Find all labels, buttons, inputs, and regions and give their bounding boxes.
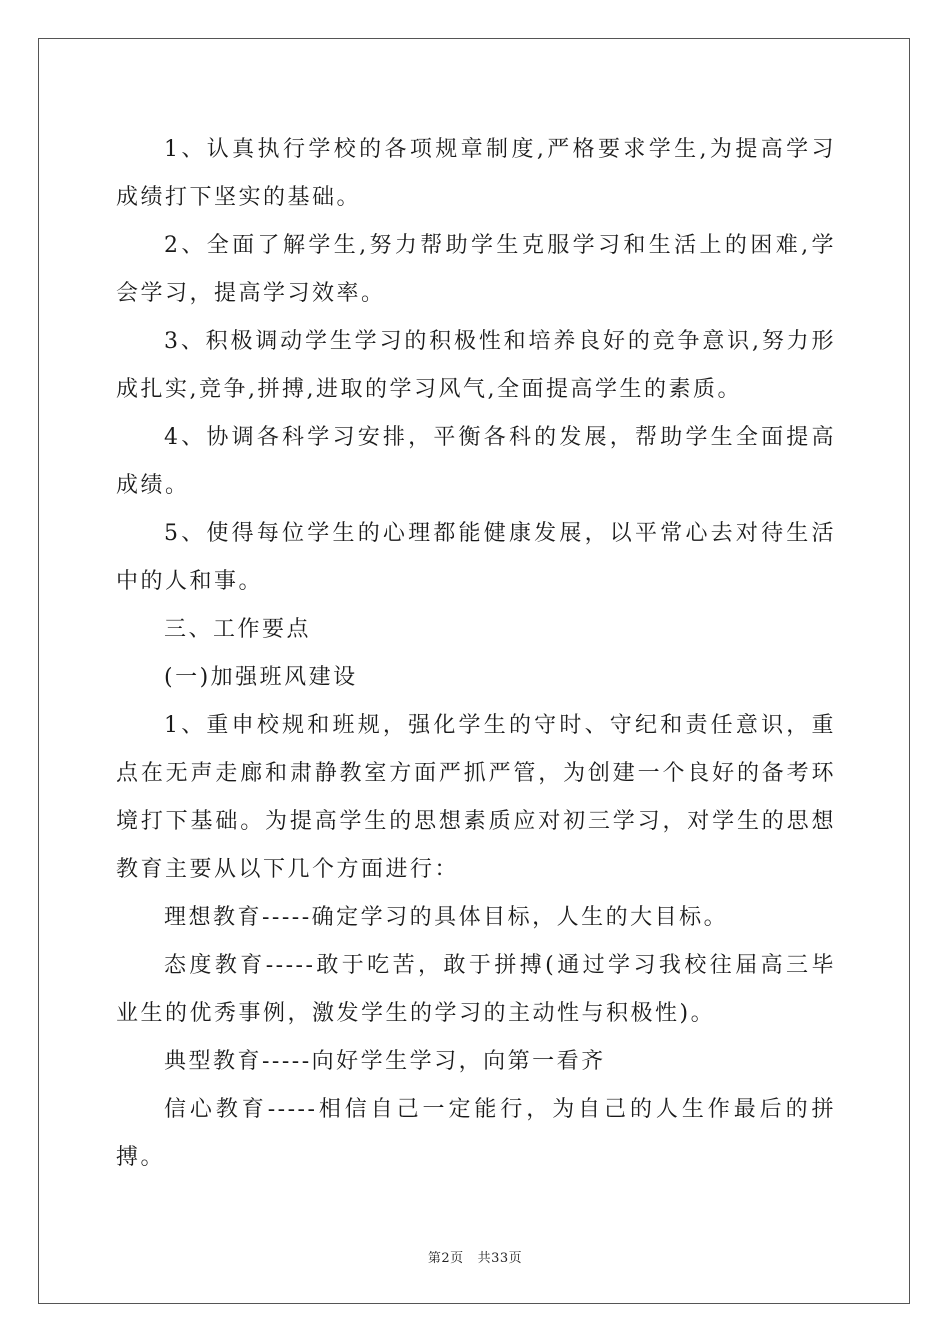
paragraph-6: 1、重申校规和班规，强化学生的守时、守纪和责任意识，重点在无声走廊和肃静教室方面严抓严管，为创建一个良好的备考环境打下基础。为提高学生的思想素质应对初三学习，对学生的思想教育主要从以下几个方面进行： [116, 713, 836, 882]
education-item-ideal: 理想教育-----确定学习的具体目标，人生的大目标。 [164, 905, 729, 930]
paragraph-1: 1、认真执行学校的各项规章制度,严格要求学生,为提高学习成绩打下坚实的基础。 [116, 137, 836, 210]
document-body [116, 126, 836, 1182]
paragraph-3: 3、积极调动学生学习的积极性和培养良好的竞争意识,努力形成扎实,竞争,拼搏,进取的学习风气,全面提高学生的素质。 [116, 329, 836, 402]
page-number: 第2页 [427, 1251, 464, 1266]
page-footer [0, 1247, 950, 1266]
paragraph-2: 2、全面了解学生,努力帮助学生克服学习和生活上的困难,学会学习，提高学习效率。 [116, 233, 836, 306]
education-item-confidence: 信心教育-----相信自己一定能行，为自己的人生作最后的拼搏。 [116, 1097, 836, 1170]
education-item-attitude: 态度教育-----敢于吃苦，敢于拼搏(通过学习我校往届高三毕业生的优秀事例，激发学生的学习的主动性与积极性)。 [116, 953, 836, 1026]
education-item-model: 典型教育-----向好学生学习，向第一看齐 [164, 1049, 606, 1074]
subsection-heading: (一)加强班风建设 [164, 665, 358, 690]
paragraph-4: 4、协调各科学习安排，平衡各科的发展，帮助学生全面提高成绩。 [116, 425, 836, 498]
section-heading: 三、工作要点 [164, 617, 312, 642]
paragraph-5: 5、使得每位学生的心理都能健康发展，以平常心去对待生活中的人和事。 [116, 521, 836, 594]
page-total: 共33页 [477, 1251, 523, 1266]
